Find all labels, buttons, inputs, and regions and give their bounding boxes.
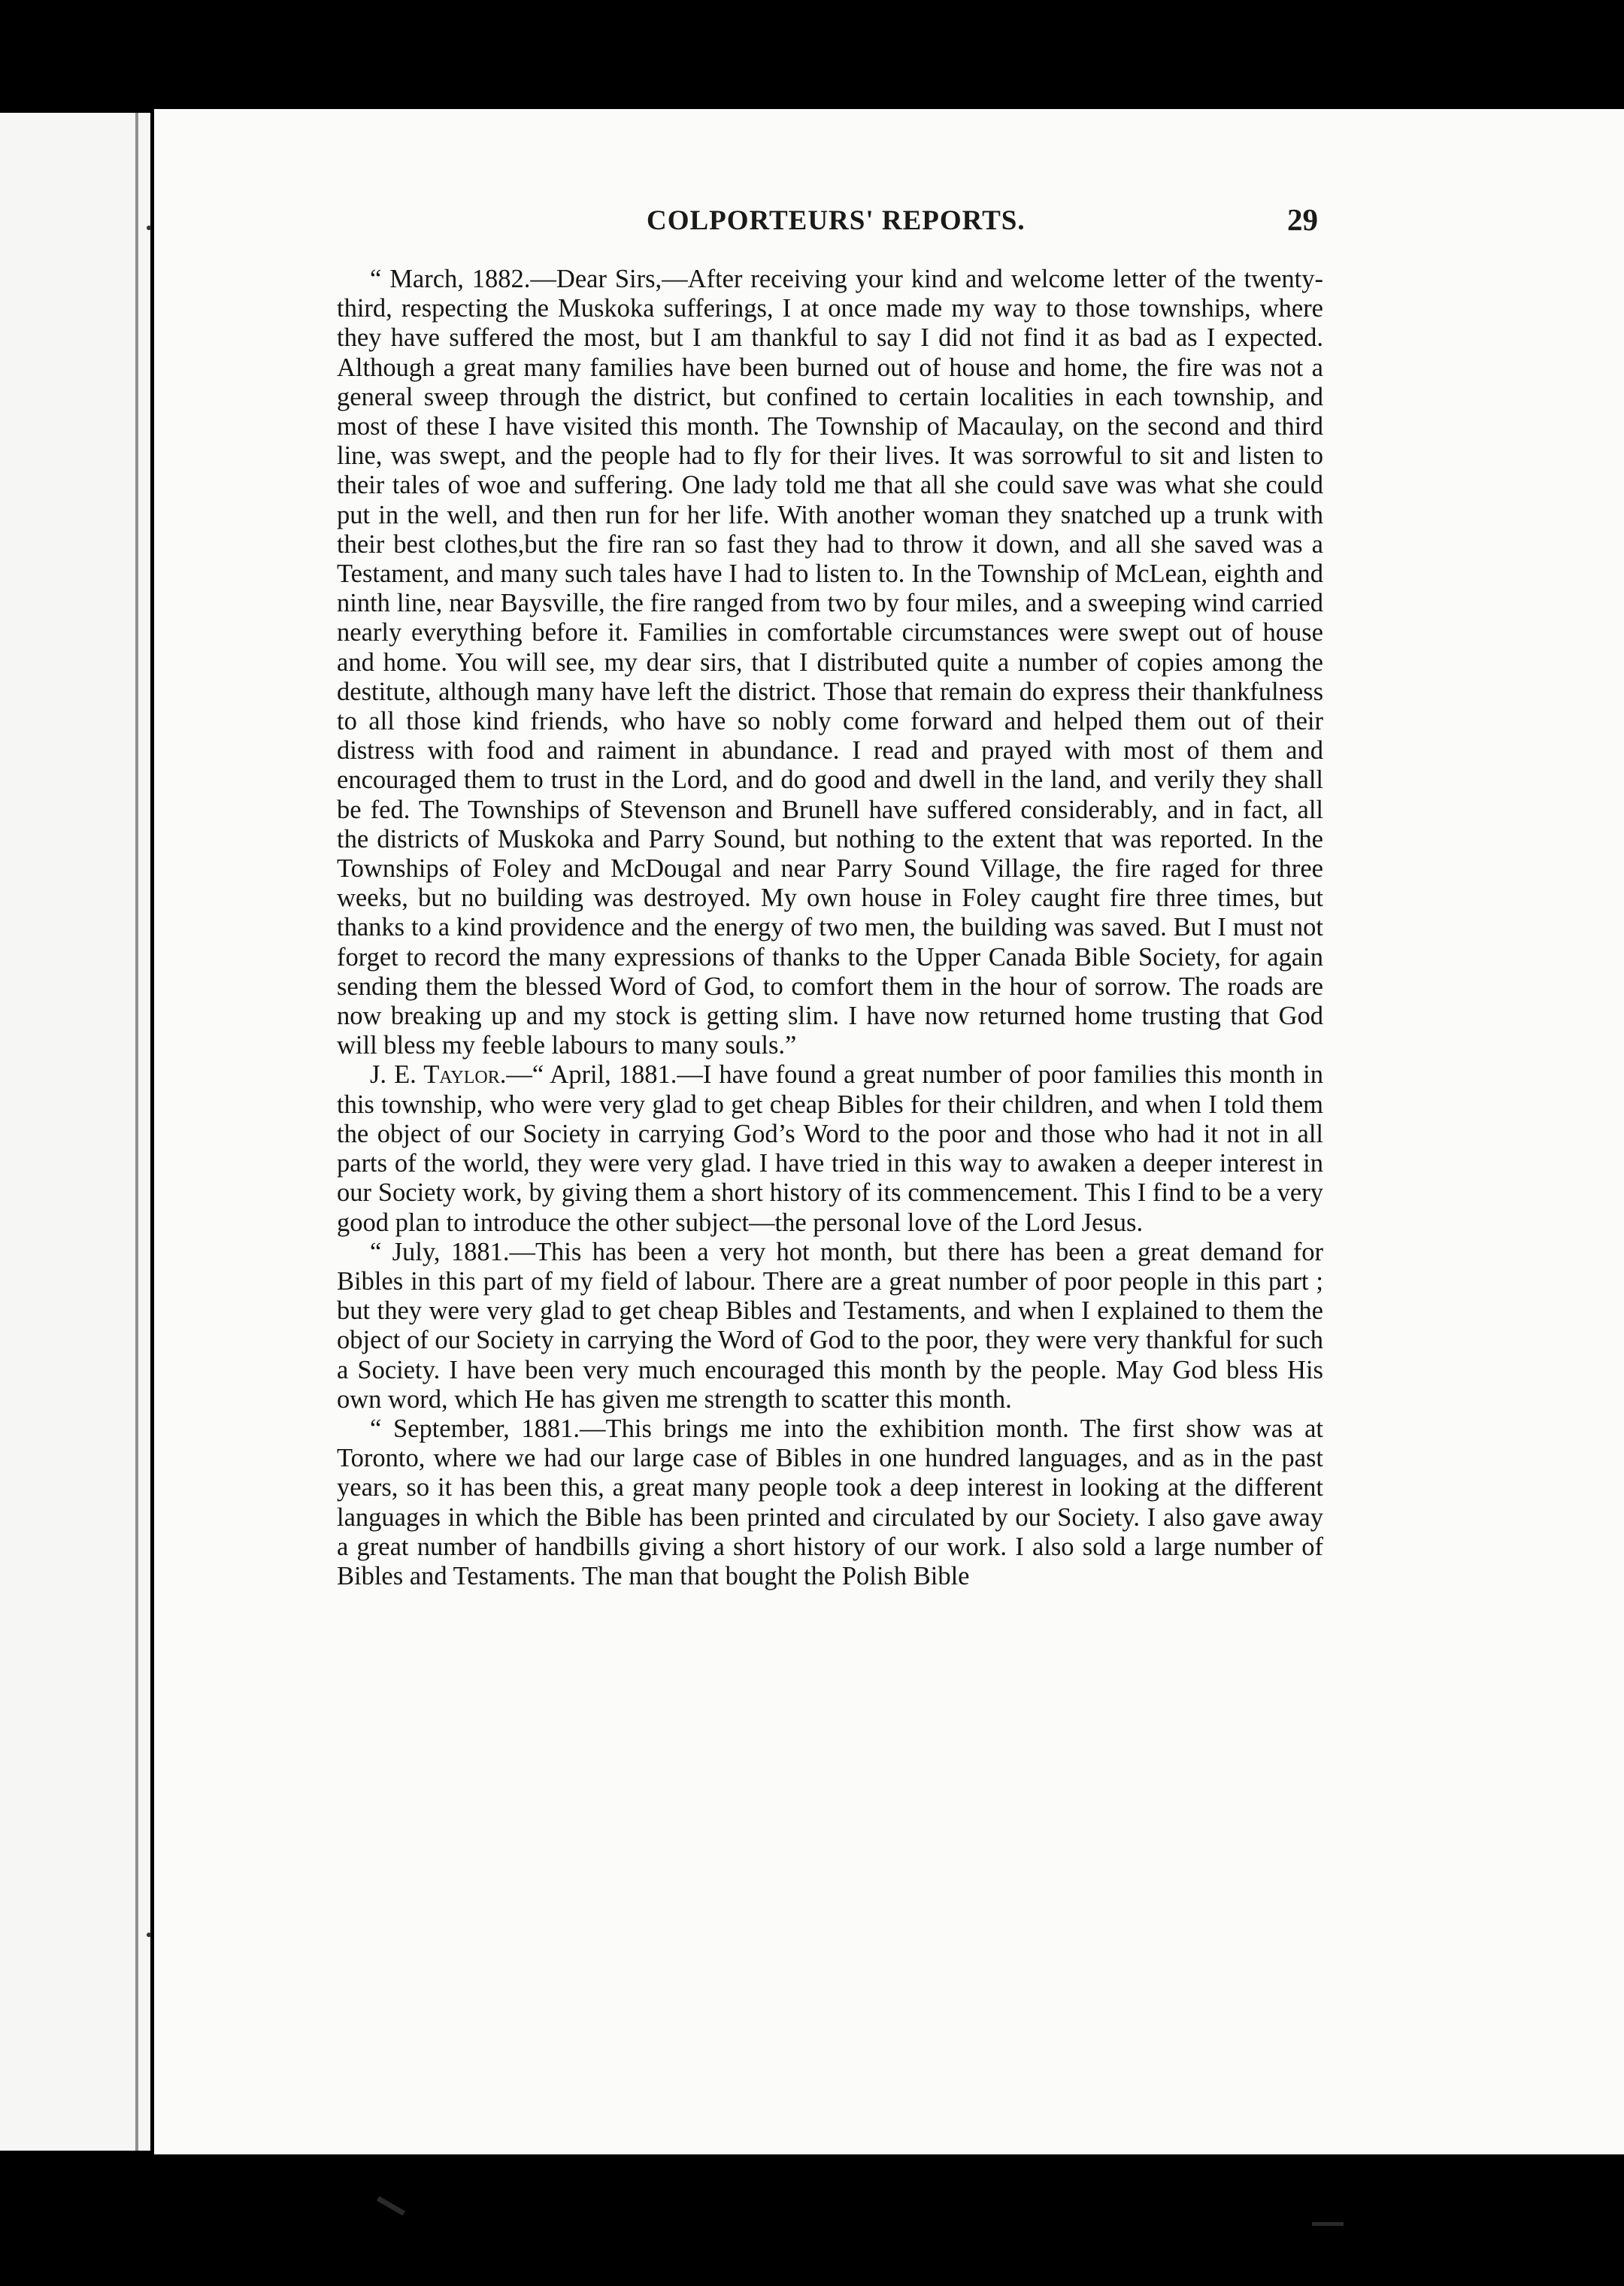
running-header: COLPORTEURS' REPORTS. [647, 205, 1026, 236]
paragraph-text: “ March, 1882.—Dear Sirs,—After receiving your kind and welcome letter of the twenty-third, respecting the Muskoka sufferings, I at once made my way to those townships, where they have suffered the most, but I am thankful to say I did not find it as bad as I expected. Although a great many families have been burned out of house and home, the fire was not a general sweep through the district, but confined to certain localities in each township, and most of these I have visited this month. The Township of Macaulay, on the second and third line, was swept, and the people had to fly for their lives. It was sorrowful to sit and listen to their tales of woe and suffering. One lady told me that all she could save was what she could put in the well, and then run for her life. With another woman they snatched up a trunk with their best clothes,but the fire ran so fast they had to throw it down, and all she saved was a Testament, and many such tales have I had to listen to. In the Township of McLean, eighth and ninth line, near Baysville, the fire ranged from two by four miles, and a sweeping wind carried nearly everything before it. Families in comfortable circumstances were swept out of house and home. You will see, my dear sirs, that I distributed quite a number of copies among the destitute, although many have left the district. Those that remain do express their thankfulness to all those kind friends, who have so nobly come forward and helped them out of their distress with food and raiment in abundance. I read and prayed with most of them and encouraged them to trust in the Lord, and do good and dwell in the land, and verily they shall be fed. The Townships of Stevenson and Brunell have suffered considerably, and in fact, all the districts of Muskoka and Parry Sound, but nothing to the extent that was reported. In the Townships of Foley and McDougal and near Parry Sound Village, the fire raged for three weeks, but no building was destroyed. My own house in Foley caught fire three times, but thanks to a kind providence and the energy of two men, the building was saved. But I must not forget to record the many expressions of thanks to the Upper Canada Bible Society, for again sending them the blessed Word of God, to comfort them in the hour of sorrow. The roads are now breaking up and my stock is getting slim. I have now returned home trusting that God will bless my feeble labours to many souls.” [337, 265, 1323, 1060]
scan-artifact [1312, 2222, 1344, 2226]
paragraph-september-1881 [337, 1414, 1323, 1591]
paragraph-text: —“ April, 1881.—I have found a great number of poor families this month in this township, who were very glad to get cheap Bibles for their children, and when I told them the object of our Society in carrying God’s Word to the poor and those who had it not in all parts of the world, they were very glad. I have tried in this way to awaken a deeper interest in our Society work, by giving them a short history of its commencement. This I find to be a very good plan to introduce the other subject—the personal love of the Lord Jesus. [337, 1060, 1323, 1237]
facing-page [0, 113, 150, 2151]
page-fold [135, 113, 138, 2151]
paragraph-march-1882 [337, 265, 1323, 1060]
speaker-name: J. E. Taylor. [370, 1060, 507, 1090]
scan-artifact [377, 2196, 405, 2215]
paragraph-text: “ September, 1881.—This brings me into the exhibition month. The first show was at Toronto, where we had our large case of Bibles in one hundred languages, and as in the past years, so it has been this, a great many people took a deep interest in looking at the different languages in which the Bible has been printed and circulated by our Society. I also gave away a great number of handbills giving a short history of our work. I also sold a large number of Bibles and Testaments. The man that bought the Polish Bible [337, 1414, 1323, 1590]
margin-mark [147, 226, 151, 230]
page-number: 29 [1287, 202, 1318, 237]
body-text [337, 265, 1323, 1591]
paragraph-text: “ July, 1881.—This has been a very hot month, but there has been a great demand for Bibles in this part of my field of labour. There are a great number of poor people in this part ; but they were very glad to get cheap Bibles and Testaments, and when I explained to them the object of our Society in carrying the Word of God to the poor, they were very thankful for such a Society. I have been very much encouraged this month by the people. May God bless His own word, which He has given me strength to scatter this month. [337, 1237, 1323, 1414]
paragraph-april-1881 [337, 1060, 1323, 1237]
margin-mark [147, 1933, 151, 1937]
paragraph-july-1881 [337, 1238, 1323, 1414]
